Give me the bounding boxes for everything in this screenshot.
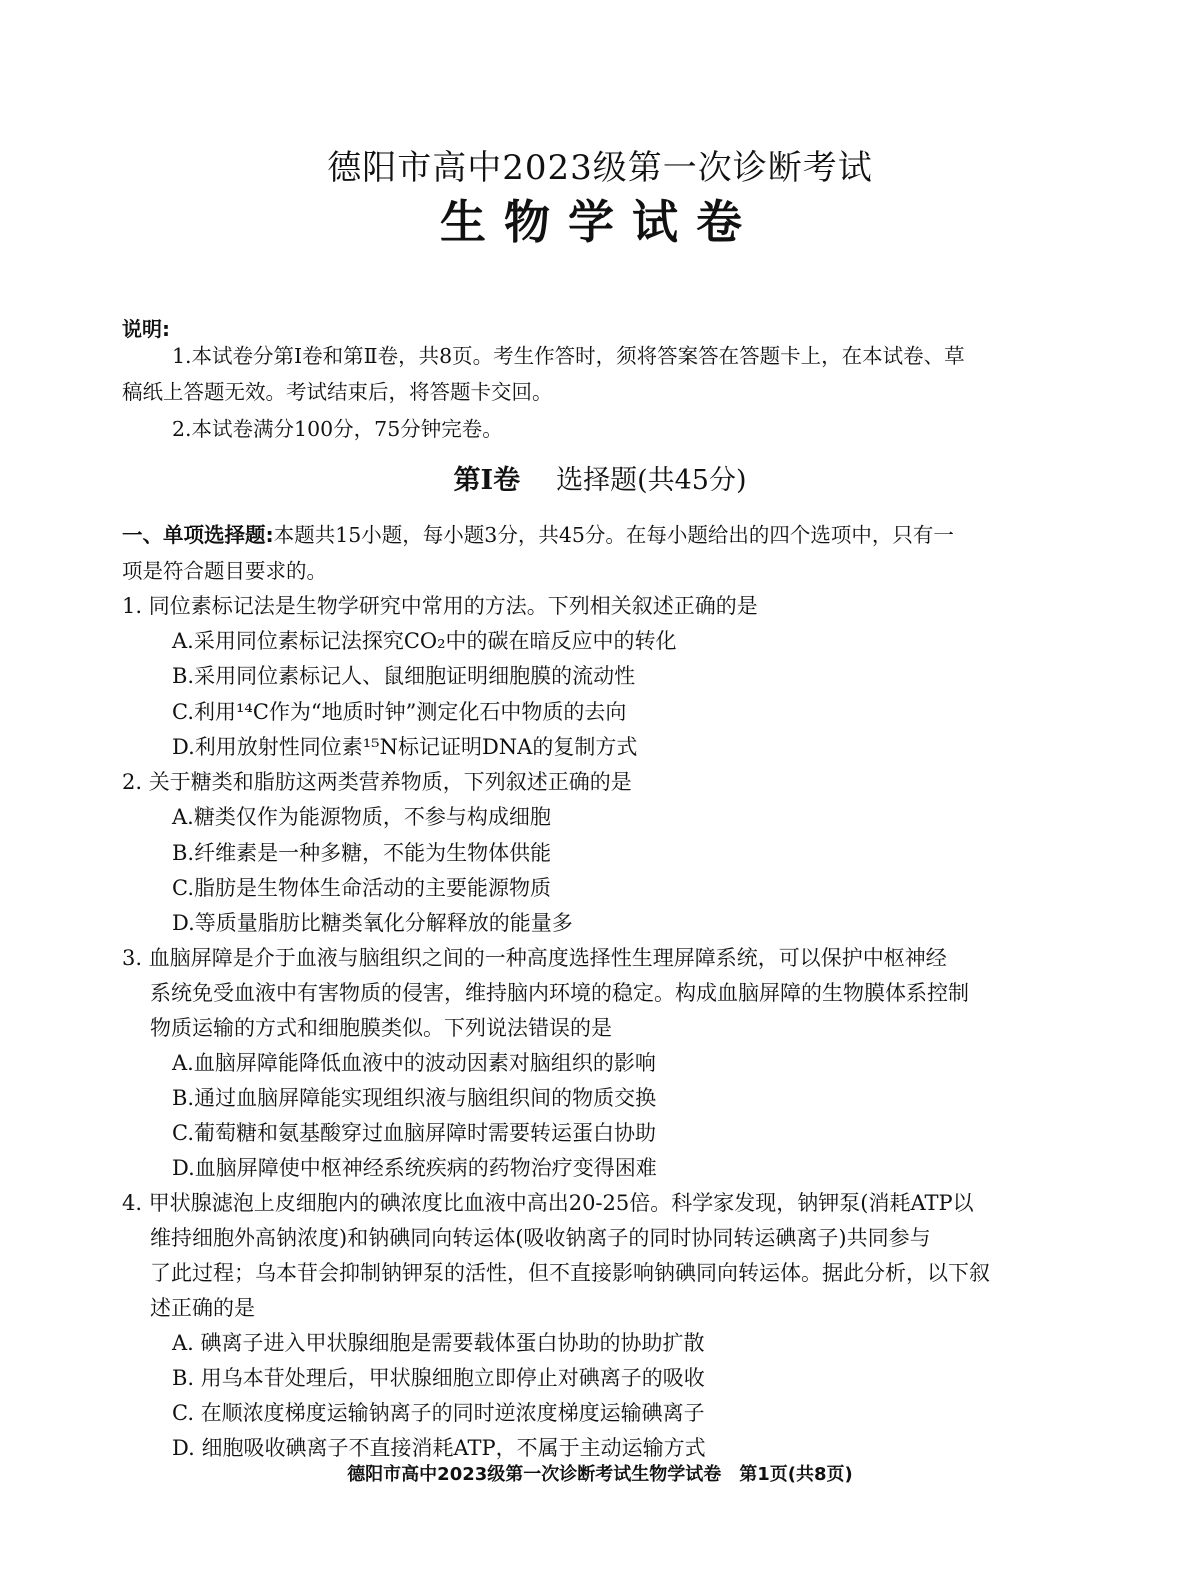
question-4-option-b: B. 用乌本苷处理后，甲状腺细胞立即停止对碘离子的吸收 — [172, 1366, 705, 1390]
instruction-item-1-line-1: 1.本试卷分第Ⅰ卷和第Ⅱ卷，共8页。考生作答时，须将答案答在答题卡上，在本试卷、草 — [172, 344, 965, 368]
section-intro-text: 本题共15小题，每小题3分，共45分。在每小题给出的四个选项中，只有一 — [273, 523, 954, 547]
question-3-stem-line-3: 物质运输的方式和细胞膜类似。下列说法错误的是 — [150, 1016, 612, 1040]
question-3-option-b: B.通过血脑屏障能实现组织液与脑组织间的物质交换 — [172, 1086, 657, 1110]
question-2-stem: 2. 关于糖类和脂肪这两类营养物质，下列叙述正确的是 — [122, 770, 632, 794]
instruction-item-1-line-2: 稿纸上答题无效。考试结束后，将答题卡交回。 — [122, 380, 553, 404]
question-3-option-d: D.血脑屏障使中枢神经系统疾病的药物治疗变得困难 — [172, 1156, 657, 1180]
section-title-part-1: 第Ⅰ卷 — [453, 465, 521, 496]
question-1-option-c: C.利用¹⁴C作为“地质时钟”测定化石中物质的去向 — [172, 700, 627, 724]
exam-title: 德阳市高中2023级第一次诊断考试 — [327, 148, 873, 188]
question-3-option-c: C.葡萄糖和氨基酸穿过血脑屏障时需要转运蛋白协助 — [172, 1121, 656, 1145]
question-3-stem-line-2: 系统免受血液中有害物质的侵害，维持脑内环境的稳定。构成血脑屏障的生物膜体系控制 — [150, 981, 969, 1005]
page-footer: 德阳市高中2023级第一次诊断考试生物学试卷 第1页(共8页) — [347, 1464, 853, 1485]
question-4-option-c: C. 在顺浓度梯度运输钠离子的同时逆浓度梯度运输碘离子 — [172, 1401, 705, 1425]
section-intro-line-1 — [122, 520, 954, 550]
section-title — [0, 464, 1200, 498]
question-2-option-b: B.纤维素是一种多糖，不能为生物体供能 — [172, 841, 552, 865]
question-4-stem-line-4: 述正确的是 — [150, 1296, 255, 1320]
question-3-option-a: A.血脑屏障能降低血液中的波动因素对脑组织的影响 — [172, 1051, 656, 1075]
section-intro-line-2: 项是符合题目要求的。 — [122, 559, 327, 583]
question-1-option-d: D.利用放射性同位素¹⁵N标记证明DNA的复制方式 — [172, 735, 638, 759]
section-intro-label: 一、单项选择题: — [122, 523, 274, 547]
question-1-option-a: A.采用同位素标记法探究CO₂中的碳在暗反应中的转化 — [172, 629, 677, 653]
subject-title: 生物学试卷 — [440, 195, 760, 249]
question-2-option-d: D.等质量脂肪比糖类氧化分解释放的能量多 — [172, 911, 573, 935]
question-4-stem-line-3: 了此过程；乌本苷会抑制钠钾泵的活性，但不直接影响钠碘同向转运体。据此分析，以下叙 — [150, 1261, 990, 1285]
question-3-stem-line-1: 3. 血脑屏障是介于血液与脑组织之间的一种高度选择性生理屏障系统，可以保护中枢神经 — [122, 946, 947, 970]
instructions-label: 说明: — [122, 317, 170, 341]
instruction-item-2: 2.本试卷满分100分，75分钟完卷。 — [172, 417, 503, 441]
question-4-option-d: D. 细胞吸收碘离子不直接消耗ATP，不属于主动运输方式 — [172, 1436, 706, 1460]
question-2-option-c: C.脂肪是生物体生命活动的主要能源物质 — [172, 876, 551, 900]
section-title-part-2: 选择题(共45分) — [556, 465, 747, 496]
question-2-option-a: A.糖类仅作为能源物质，不参与构成细胞 — [172, 805, 551, 829]
question-1-stem: 1. 同位素标记法是生物学研究中常用的方法。下列相关叙述正确的是 — [122, 594, 758, 618]
question-4-option-a: A. 碘离子进入甲状腺细胞是需要载体蛋白协助的协助扩散 — [172, 1331, 705, 1355]
question-4-stem-line-2: 维持细胞外高钠浓度)和钠碘同向转运体(吸收钠离子的同时协同转运碘离子)共同参与 — [150, 1226, 931, 1250]
question-1-option-b: B.采用同位素标记人、鼠细胞证明细胞膜的流动性 — [172, 664, 636, 688]
question-4-stem-line-1: 4. 甲状腺滤泡上皮细胞内的碘浓度比血液中高出20-25倍。科学家发现，钠钾泵(消耗ATP以 — [122, 1191, 974, 1215]
